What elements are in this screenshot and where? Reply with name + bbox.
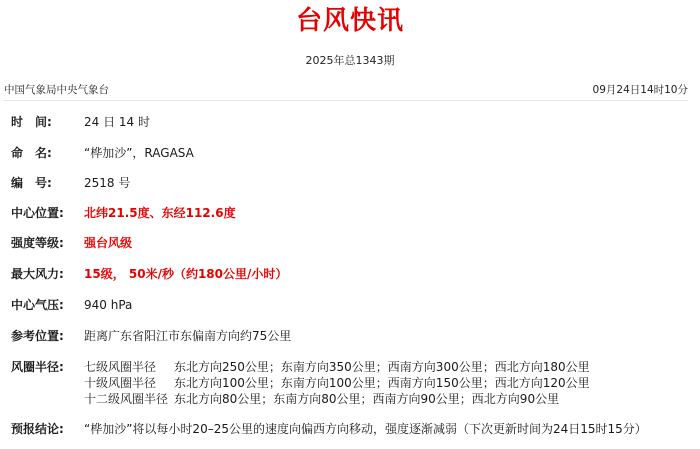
field-value: 北纬21.5度、东经112.6度 xyxy=(84,206,236,220)
timestamp: 09月24日14时10分 xyxy=(592,84,688,96)
field-wind-radius xyxy=(11,358,691,412)
field-label: 时 间: xyxy=(11,115,52,129)
field-value: “桦加沙”将以每小时20–25公里的速度向偏西方向移动，强度逐渐减弱（下次更新时间为24日15时15分） xyxy=(84,422,647,436)
publisher: 中国气象局中央气象台 xyxy=(4,84,109,96)
field-label: 编 号: xyxy=(11,176,52,190)
meta-row xyxy=(4,83,688,97)
field-value: 15级， 50米/秒（约180公里/小时） xyxy=(84,267,288,281)
field-value: “桦加沙”，RAGASA xyxy=(84,146,194,160)
field-value: 940 hPa xyxy=(84,298,133,312)
field-label: 命 名: xyxy=(11,146,52,160)
wind-radius-name: 十二级风圈半径 xyxy=(84,392,169,406)
wind-radius-value: 东北方向80公里；东南方向80公里；西南方向90公里；西北方向90公里 xyxy=(174,392,560,406)
field-value: 距离广东省阳江市东偏南方向约75公里 xyxy=(84,329,292,343)
wind-radius-name: 七级风圈半径 xyxy=(84,360,157,374)
wind-radius-line xyxy=(84,390,559,408)
field-label: 参考位置: xyxy=(11,329,64,343)
field-label: 最大风力: xyxy=(11,267,64,281)
field-value: 24 日 14 时 xyxy=(84,115,150,129)
field-label: 中心位置: xyxy=(11,206,64,220)
divider xyxy=(4,100,688,101)
field-value: 强台风级 xyxy=(84,236,133,250)
wind-radius-name: 十级风圈半径 xyxy=(84,376,157,390)
wind-radius-value: 东北方向100公里；东南方向100公里；西南方向150公里；西北方向120公里 xyxy=(174,376,590,390)
field-label: 风圈半径: xyxy=(11,360,64,374)
field-value: 2518 号 xyxy=(84,176,131,190)
wind-radius-value: 东北方向250公里；东南方向350公里；西南方向300公里；西北方向180公里 xyxy=(174,360,590,374)
field-label: 中心气压: xyxy=(11,298,64,312)
field-label: 强度等级: xyxy=(11,236,64,250)
page-title: 台风快讯 xyxy=(295,6,404,36)
issue-number: 2025年总1343期 xyxy=(305,54,395,67)
field-label: 预报结论: xyxy=(11,422,64,436)
